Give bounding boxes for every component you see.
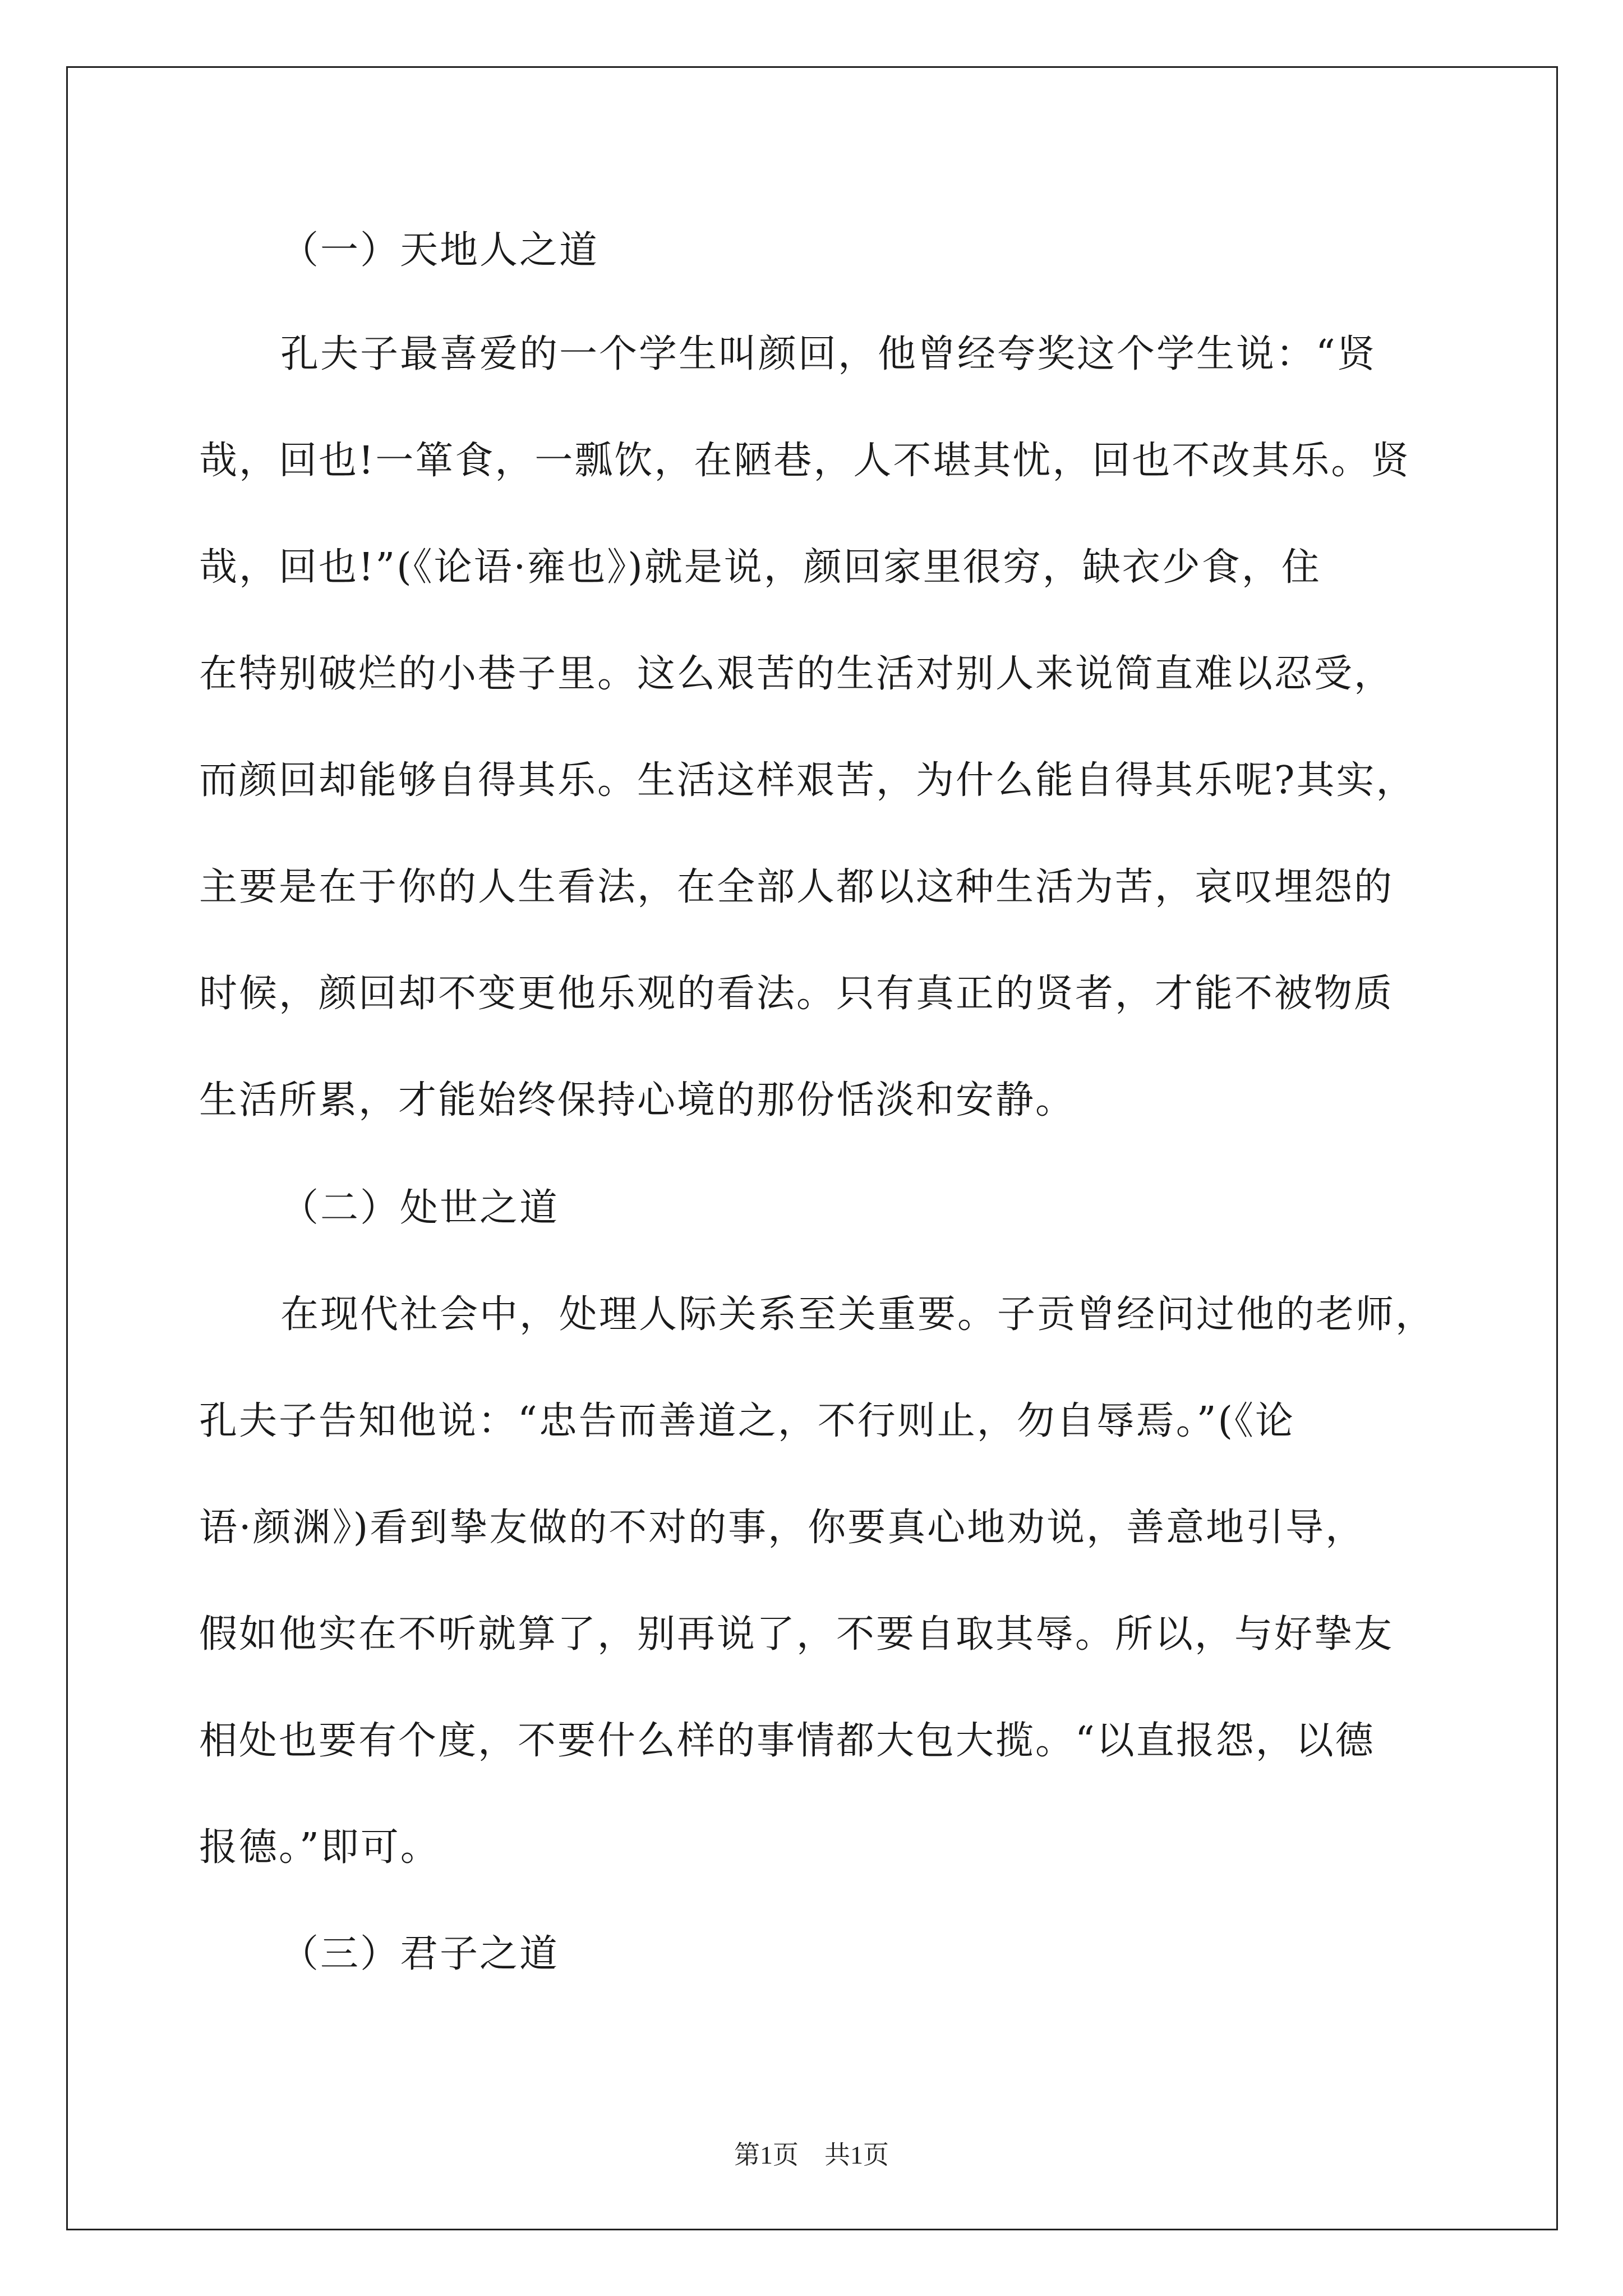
page-number-footer: 第1页 共1页 [734, 2141, 889, 2169]
paragraph-line: 哉，回也!一箪食，一瓢饮，在陋巷，人不堪其忧，回也不改其乐。贤 [199, 439, 1411, 483]
paragraph-line: 而颜回却能够自得其乐。生活这样艰苦，为什么能自得其乐呢?其实， [199, 758, 1416, 803]
paragraph-line: 在现代社会中，处理人际关系至关重要。子贡曾经问过他的老师， [280, 1292, 1436, 1337]
paragraph-line: 相处也要有个度，不要什么样的事情都大包大揽。“以直报怨，以德 [199, 1719, 1375, 1763]
section-heading-1: （一）天地人之道 [280, 228, 600, 273]
paragraph-line: 孔夫子最喜爱的一个学生叫颜回，他曾经夸奖这个学生说：“贤 [280, 332, 1377, 376]
paragraph-line: 假如他实在不听就算了，别再说了，不要自取其辱。所以，与好挚友 [199, 1612, 1394, 1657]
paragraph-line: 生活所累，才能始终保持心境的那份恬淡和安静。 [199, 1078, 1076, 1122]
paragraph-line: 时候，颜回却不变更他乐观的看法。只有真正的贤者，才能不被物质 [199, 972, 1394, 1016]
paragraph-line: 在特别破烂的小巷子里。这么艰苦的生活对别人来说简直难以忍受， [199, 652, 1394, 696]
page-border [66, 66, 1558, 2230]
paragraph-line: 主要是在于你的人生看法，在全部人都以这种生活为苦，哀叹埋怨的 [199, 865, 1394, 909]
paragraph-line: 报德。”即可。 [199, 1825, 440, 1870]
paragraph-line: 语·颜渊》)看到挚友做的不对的事，你要真心地劝说，善意地引导， [199, 1506, 1366, 1550]
paragraph-line: 哉，回也!”(《论语·雍也》)就是说，颜回家里很穷，缺衣少食，住 [199, 545, 1321, 590]
section-heading-2: （二）处世之道 [280, 1186, 560, 1230]
section-heading-3: （三）君子之道 [280, 1932, 560, 1976]
paragraph-line: 孔夫子告知他说：“忠告而善道之，不行则止，勿自辱焉。”(《论 [199, 1399, 1295, 1443]
